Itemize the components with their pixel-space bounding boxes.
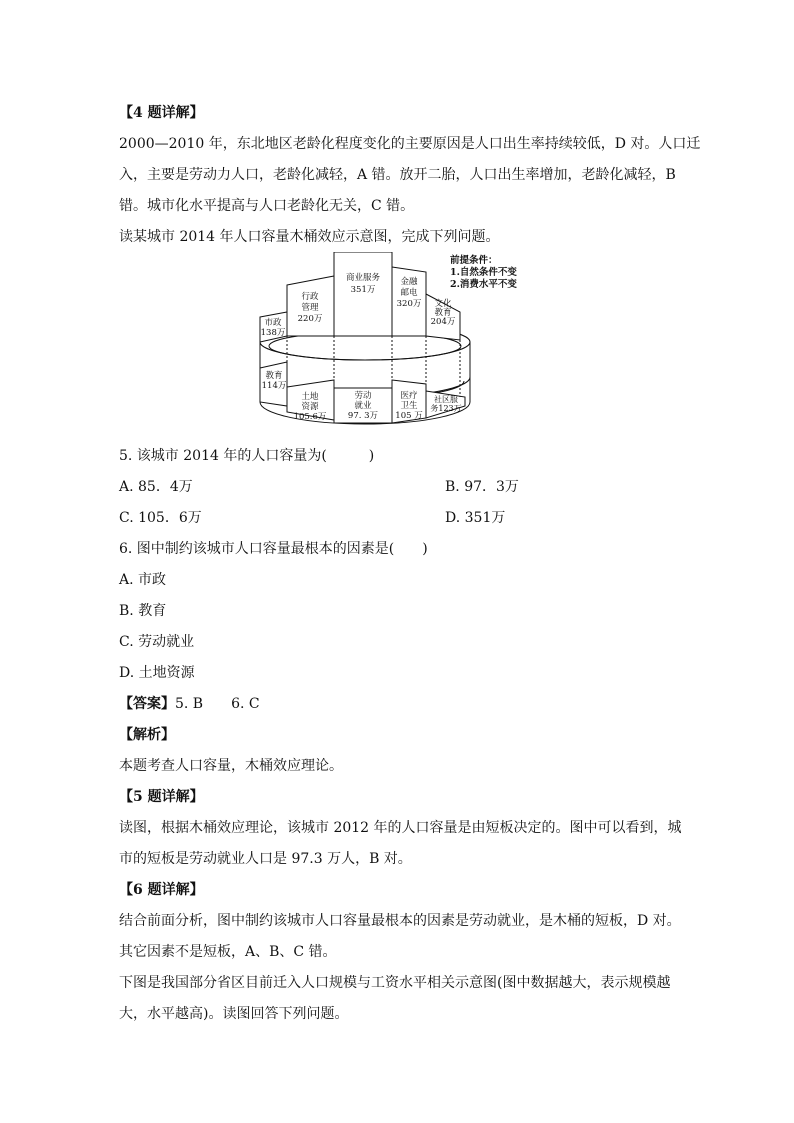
- q5-detail-line-2: 市的短板是劳动就业人口是 97.3 万人，B 对。: [119, 851, 412, 867]
- premise-condition-2: 2.消费水平不变: [450, 279, 517, 290]
- label-education-value: 114万: [261, 381, 287, 391]
- q4-detail-line-1: 2000—2010 年，东北地区老龄化程度变化的主要原因是人口出生率持续较低，D 对。人口迁: [119, 136, 701, 152]
- q4-detail-line-2: 入，主要是劳动力人口，老龄化减轻，A 错。放开二胎，人口出生率增加，老龄化减轻，B: [119, 167, 676, 183]
- q6-detail-line-1: 结合前面分析，图中制约该城市人口容量最根本的因素是劳动就业，是木桶的短板，D 对。: [119, 913, 681, 929]
- q6-stem: 6. 图中制约该城市人口容量最根本的因素是( ): [119, 541, 428, 557]
- answer-row: [119, 695, 260, 713]
- q6-detail-line-2: 其它因素不是短板，A、B、C 错。: [119, 944, 337, 960]
- label-culture-value: 204万: [430, 317, 456, 327]
- q6-option-a: A. 市政: [119, 572, 167, 588]
- label-labor-name-1: 劳动: [354, 391, 372, 401]
- q5-detail-line-1: 读图，根据木桶效应理论，该城市 2012 年的人口容量是由短板决定的。图中可以看到，城: [119, 820, 682, 836]
- label-culture-name-1: 文化: [434, 299, 452, 309]
- label-labor-name-2: 就业: [354, 401, 372, 411]
- premise-condition-1: 1.自然条件不变: [450, 267, 517, 278]
- label-finance-name-2: 邮电: [400, 288, 418, 298]
- barrel-effect-figure: [254, 252, 554, 430]
- label-community-value: 务123万: [430, 404, 462, 413]
- q6-option-c: C. 劳动就业: [119, 634, 195, 650]
- label-admin-name-1: 行政: [301, 292, 319, 302]
- label-admin-value: 220万: [297, 314, 323, 324]
- label-land-name-1: 土地: [301, 392, 319, 402]
- label-commerce-name: 商业服务: [345, 273, 381, 283]
- label-municipal-value: 138万: [260, 328, 286, 338]
- answer-label: 【答案】: [119, 696, 175, 712]
- label-education-name: 教育: [265, 371, 283, 381]
- q6-option-d: D. 土地资源: [119, 665, 195, 681]
- q6-detail-heading: 【6 题详解】: [119, 882, 204, 898]
- q5-detail-heading: 【5 题详解】: [119, 789, 204, 805]
- q6-option-b: B. 教育: [119, 603, 167, 619]
- label-community-name: 社区服: [434, 395, 458, 404]
- figure-intro-text: 读某城市 2014 年人口容量木桶效应示意图，完成下列问题。: [119, 229, 500, 245]
- label-land-name-2: 资源: [301, 402, 319, 412]
- label-admin-name-2: 管理: [301, 303, 319, 313]
- q5-option-a: A. 85．4万: [119, 479, 193, 495]
- label-medical-value: 105 万: [395, 411, 423, 421]
- label-land-value: 105.6万: [293, 412, 327, 422]
- premise-title: 前提条件：: [450, 255, 498, 266]
- q5-option-b: B. 97．3万: [445, 479, 519, 495]
- label-commerce-value: 351万: [350, 285, 376, 295]
- label-medical-name-2: 卫生: [400, 401, 418, 411]
- q5-stem: 5. 该城市 2014 年的人口容量为( ): [119, 448, 375, 464]
- analysis-label: 【解析】: [119, 727, 175, 743]
- analysis-text: 本题考查人口容量，木桶效应理论。: [119, 758, 343, 774]
- label-finance-name-1: 金融: [400, 277, 418, 287]
- label-municipal-name: 市政: [264, 318, 282, 328]
- next-intro-line-2: 大，水平越高)。读图回答下列问题。: [119, 1006, 349, 1022]
- q4-detail-line-3: 错。城市化水平提高与人口老龄化无关，C 错。: [119, 198, 415, 214]
- label-finance-value: 320万: [396, 299, 422, 309]
- q5-option-d: D. 351万: [445, 510, 506, 526]
- q4-detail-heading: 【4 题详解】: [119, 105, 204, 121]
- label-culture-name-2: 教育: [434, 308, 452, 318]
- next-intro-line-1: 下图是我国部分省区目前迁入人口规模与工资水平相关示意图(图中数据越大，表示规模越: [119, 975, 671, 991]
- q5-option-c: C. 105．6万: [119, 510, 202, 526]
- label-labor-value: 97. 3万: [347, 411, 379, 421]
- label-medical-name-1: 医疗: [400, 391, 418, 401]
- answer-text: 5. B 6. C: [175, 696, 260, 712]
